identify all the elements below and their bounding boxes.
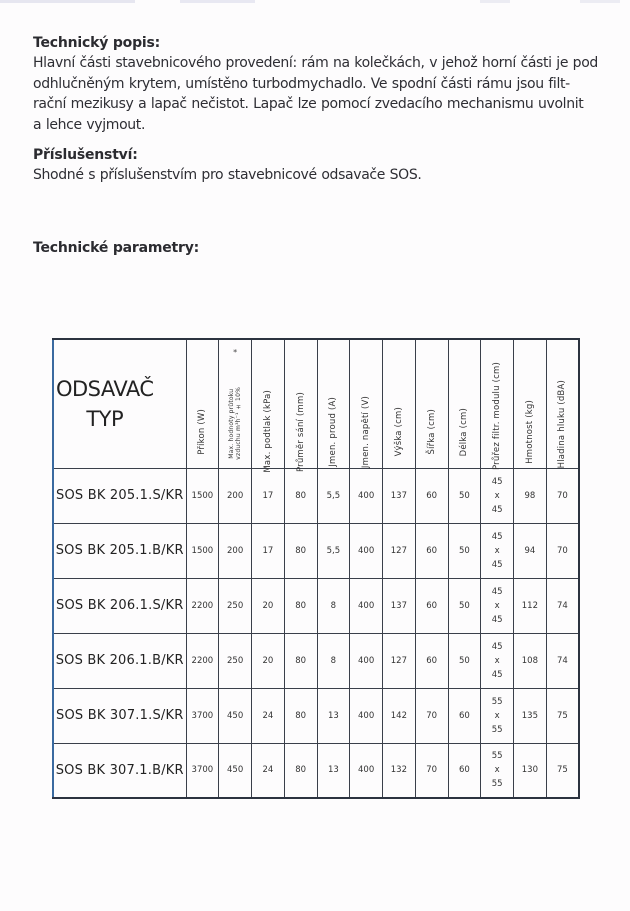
cell-proud: 5,5: [317, 468, 350, 523]
cell-sirka: 60: [415, 633, 448, 688]
cell-podtlak: 20: [252, 578, 285, 633]
column-header-label: Max. podtlak (kPa): [262, 390, 273, 474]
cell-proud: 8: [317, 578, 350, 633]
column-header: [448, 339, 481, 468]
column-header: [514, 339, 547, 468]
cell-filtr: [481, 578, 514, 633]
cell-napeti: 400: [350, 633, 383, 688]
column-header-label: Jmen. proud (A): [328, 396, 339, 467]
filtr-b: 45: [491, 669, 503, 680]
cell-napeti: 400: [350, 578, 383, 633]
cell-delka: 50: [448, 633, 481, 688]
cell-vyska: 137: [383, 578, 416, 633]
table-row: [53, 743, 579, 798]
column-header: [546, 339, 579, 468]
row-type-name: SOS BK 307.1.S/KR: [53, 688, 186, 743]
row-type-name: SOS BK 206.1.S/KR: [53, 578, 186, 633]
cell-delka: 60: [448, 688, 481, 743]
cell-napeti: 400: [350, 743, 383, 798]
column-header: [415, 339, 448, 468]
cell-vyska: 142: [383, 688, 416, 743]
technical-description-line: Hlavní části stavebnicového provedení: rám na kolečkách, v jehož horní části je pod: [33, 55, 598, 71]
cell-vyska: 127: [383, 523, 416, 578]
technical-description-line: rační mezikusy a lapač nečistot. Lapač lze pomocí zvedacího mechanismu uvolnit: [33, 96, 584, 112]
cell-sani: 80: [284, 633, 317, 688]
cell-prikon: 1500: [186, 468, 219, 523]
cell-vyska: 127: [383, 633, 416, 688]
cell-hmotnost: 98: [514, 468, 547, 523]
column-header: [481, 339, 514, 468]
flow-header-line2: vzduchu m³h⁻¹ ± 10%: [235, 387, 243, 461]
cell-delka: 50: [448, 468, 481, 523]
cell-prutok: 200: [219, 523, 252, 578]
column-header: [284, 339, 317, 472]
filtr-x: x: [494, 490, 500, 501]
table-row: [53, 578, 579, 633]
table-row: [53, 523, 579, 578]
flow-header-line1: Max. hodnoty průtoku: [228, 388, 236, 459]
cell-sani: 80: [284, 743, 317, 798]
cell-prutok: 250: [219, 633, 252, 688]
cell-hmotnost: 130: [514, 743, 547, 798]
scan-edge-artifact: [0, 0, 630, 3]
cell-prutok: 200: [219, 468, 252, 523]
type-header-cell: [53, 339, 186, 468]
cell-hluk: 74: [546, 633, 579, 688]
cell-proud: 8: [317, 633, 350, 688]
cell-filtr: [481, 633, 514, 688]
cell-delka: 50: [448, 578, 481, 633]
cell-delka: 50: [448, 523, 481, 578]
cell-sirka: 60: [415, 468, 448, 523]
column-header-label: Příkon (W): [197, 408, 208, 455]
cell-filtr: [481, 523, 514, 578]
cell-podtlak: 17: [252, 468, 285, 523]
cell-prikon: 2200: [186, 633, 219, 688]
cell-prikon: 3700: [186, 743, 219, 798]
cell-delka: 60: [448, 743, 481, 798]
accessories-heading: Příslušenství:: [33, 147, 138, 163]
column-header: [252, 339, 285, 474]
cell-prutok: 450: [219, 688, 252, 743]
column-header-label: Délka (cm): [459, 407, 470, 456]
parameters-section: [33, 238, 593, 258]
filtr-x: x: [494, 600, 500, 611]
cell-proud: 13: [317, 743, 350, 798]
footnote-asterisk: *: [233, 348, 238, 357]
cell-napeti: 400: [350, 468, 383, 523]
cell-proud: 13: [317, 688, 350, 743]
accessories-text: Shodné s příslušenstvím pro stavebnicové odsavače SOS.: [33, 167, 422, 183]
cell-sani: 80: [284, 468, 317, 523]
row-type-name: SOS BK 205.1.B/KR: [53, 523, 186, 578]
column-header-label: Průřez filtr. modulu (cm): [492, 361, 503, 470]
cell-sirka: 60: [415, 578, 448, 633]
type-header-line2: TYP: [86, 406, 124, 431]
filtr-b: 55: [491, 779, 503, 790]
filtr-a: 45: [491, 586, 503, 597]
cell-prikon: 2200: [186, 578, 219, 633]
filtr-a: 45: [491, 641, 503, 652]
technical-description-heading: Technický popis:: [33, 35, 161, 51]
column-header: [219, 339, 252, 468]
cell-podtlak: 24: [252, 743, 285, 798]
cell-filtr: [481, 743, 514, 798]
filtr-x: x: [494, 655, 500, 666]
column-header-label: Hmotnost (kg): [524, 399, 535, 464]
cell-prikon: 3700: [186, 688, 219, 743]
technical-description-line: odhlučněným krytem, umístěno turbodmychadlo. Ve spodní části rámu jsou filt-: [33, 75, 570, 92]
cell-sani: 80: [284, 688, 317, 743]
table-row: [53, 468, 579, 523]
cell-filtr: [481, 468, 514, 523]
cell-hluk: 70: [546, 523, 579, 578]
cell-prikon: 1500: [186, 523, 219, 578]
technical-description-section: [33, 33, 598, 135]
cell-vyska: 132: [383, 743, 416, 798]
cell-hluk: 75: [546, 688, 579, 743]
filtr-a: 45: [491, 531, 503, 542]
filtr-b: 45: [491, 559, 503, 570]
cell-hmotnost: 108: [514, 633, 547, 688]
column-header: [317, 339, 350, 468]
cell-vyska: 137: [383, 468, 416, 523]
column-header: [186, 339, 219, 468]
technical-description-line: a lehce vyjmout.: [33, 116, 146, 133]
cell-hmotnost: 112: [514, 578, 547, 633]
table-row: [53, 688, 579, 743]
table-header-row: [53, 339, 579, 468]
parameters-table: [52, 338, 580, 799]
row-type-name: SOS BK 307.1.B/KR: [53, 743, 186, 798]
cell-hluk: 74: [546, 578, 579, 633]
cell-sani: 80: [284, 578, 317, 633]
filtr-x: x: [494, 710, 500, 721]
column-header-label: Výška (cm): [393, 407, 404, 457]
cell-podtlak: 24: [252, 688, 285, 743]
accessories-section: [33, 145, 593, 186]
column-header-label: [228, 387, 242, 460]
filtr-a: 55: [491, 696, 503, 707]
cell-sani: 80: [284, 523, 317, 578]
cell-sirka: 60: [415, 523, 448, 578]
cell-podtlak: 17: [252, 523, 285, 578]
filtr-a: 45: [491, 476, 503, 487]
cell-sirka: 70: [415, 688, 448, 743]
filtr-x: x: [494, 765, 500, 776]
column-header-label: Šířka (cm): [426, 408, 437, 455]
cell-napeti: 400: [350, 688, 383, 743]
cell-filtr: [481, 688, 514, 743]
cell-prutok: 250: [219, 578, 252, 633]
column-header-label: Hladina hluku (dBA): [557, 379, 568, 468]
technical-description-text: [33, 53, 598, 135]
column-header-label: Průměr sání (mm): [295, 391, 306, 472]
type-header-line1: ODSAVAČ: [55, 376, 154, 401]
cell-prutok: 450: [219, 743, 252, 798]
table-row: [53, 633, 579, 688]
cell-hmotnost: 135: [514, 688, 547, 743]
column-header-label: Jmen. napětí (V): [361, 395, 372, 468]
filtr-a: 55: [491, 751, 503, 762]
row-type-name: SOS BK 206.1.B/KR: [53, 633, 186, 688]
parameters-heading: Technické parametry:: [33, 240, 200, 256]
filtr-b: 45: [491, 504, 503, 515]
cell-podtlak: 20: [252, 633, 285, 688]
cell-hmotnost: 94: [514, 523, 547, 578]
filtr-b: 55: [491, 724, 503, 735]
cell-hluk: 75: [546, 743, 579, 798]
filtr-b: 45: [491, 614, 503, 625]
cell-hluk: 70: [546, 468, 579, 523]
cell-napeti: 400: [350, 523, 383, 578]
row-type-name: SOS BK 205.1.S/KR: [53, 468, 186, 523]
column-header: [350, 339, 383, 468]
column-header: [383, 339, 416, 468]
cell-proud: 5,5: [317, 523, 350, 578]
filtr-x: x: [494, 545, 500, 556]
cell-sirka: 70: [415, 743, 448, 798]
